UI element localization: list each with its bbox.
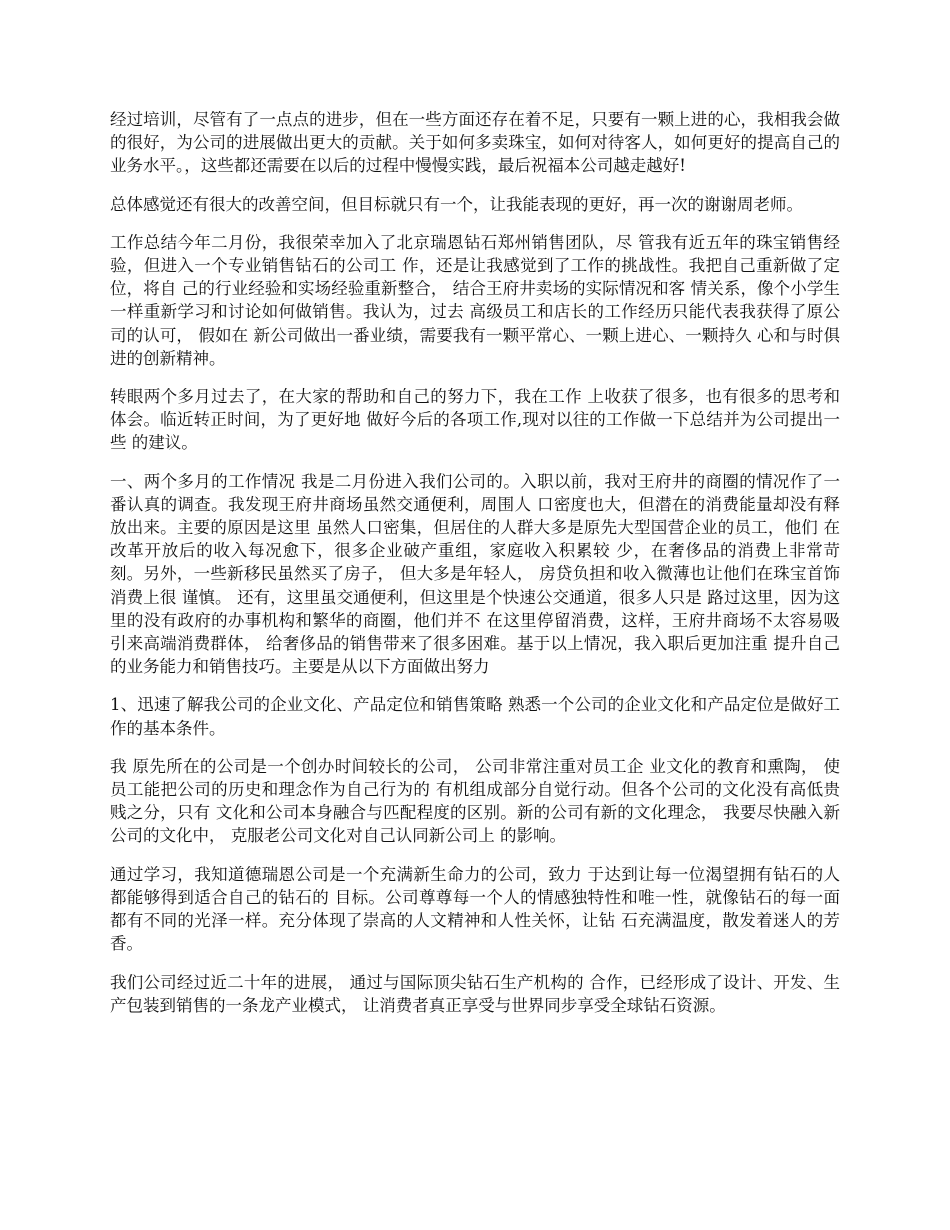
paragraph-work-situation: 一、两个多月的工作情况 我是二月份进入我们公司的。入职以前，我对王府井的商圈的情况作了一番认真的调查。我发现王府井商场虽然交通便利，周围人 口密度也大，但潜在的消费能量却没有释放出来。主要的原因是这里 虽然人口密集，但居住的人群大多是原先大型国营企业的员工，他们 在改革开放后的收入每况愈下，很多企业破产重组，家庭收入积累较 少，在奢侈品的消费上非常苛刻。另外，一些新移民虽然买了房子， 但大多是年轻人， 房贷负担和收入微薄也让他们在珠宝首饰消费上很 谨慎。 还有，这里虽交通便利，但这里是个快速公交通道，很多人只是 路过这里，因为这里的没有政府的办事机构和繁华的商圈，他们并不 在这里停留消费，这样，王府井商场不太容易吸引来高端消费群体， 给奢侈品的销售带来了很多困难。基于以上情况，我入职后更加注重 提升自己的业务能力和销售技巧。主要是从以下方面做出努力 — [110, 471, 840, 677]
paragraph-previous-company: 我 原先所在的公司是一个创办时间较长的公司， 公司非常注重对员工企 业文化的教育和熏陶， 使员工能把公司的历史和理念作为自己行为的 有机组成部分自觉行动。但各个公司的文化没有高低贵贱之分，只有 文化和公司本身融合与匹配程度的区别。新的公司有新的文化理念， 我要尽快融入新公司的文化中， 克服老公司文化对自己认同新公司上 的影响。 — [110, 756, 840, 846]
paragraph-work-summary-intro: 工作总结今年二月份，我很荣幸加入了北京瑞恩钻石郑州销售团队，尽 管我有近五年的珠宝销售经验，但进入一个专业销售钻石的公司工 作，还是让我感觉到了工作的挑战性。我把自己重新做了定位，将自 己的行业经验和实场经验重新整合， 结合王府井卖场的实际情况和客 情关系，像个小学生一样重新学习和讨论如何做销售。我认为，过去 高级员工和店长的工作经历只能代表我获得了原公司的认可， 假如在 新公司做出一番业绩，需要我有一颗平常心、一颗上进心、一颗持久 心和与时俱进的创新精神。 — [110, 232, 840, 368]
paragraph-company-development: 我们公司经过近二十年的进展， 通过与国际顶尖钻石生产机构的 合作，已经形成了设计、开发、生产包装到销售的一条龙产业模式， 让消费者真正享受与世界同步享受全球钻石资源。 — [110, 972, 840, 1015]
paragraph-company-culture-heading: 1、迅速了解我公司的企业文化、产品定位和销售策略 熟悉一个公司的企业文化和产品定位是做好工作的基本条件。 — [110, 695, 840, 738]
paragraph-training-summary: 经过培训，尽管有了一点点的进步，但在一些方面还存在着不足，只要有一颗上进的心，我相我会做的很好，为公司的进展做出更大的贡献。关于如何多卖珠宝，如何对待客人，如何更好的提高自己的业务水平。，这些都还需要在以后的过程中慢慢实践，最后祝福本公司越走越好! — [110, 110, 840, 176]
paragraph-two-months: 转眼两个多月过去了，在大家的帮助和自己的努力下，我在工作 上收获了很多，也有很多的思考和体会。临近转正时间，为了更好地 做好今后的各项工作,现对以往的工作做一下总结并为公司提出一些 的建议。 — [110, 387, 840, 453]
paragraph-overall-feeling: 总体感觉还有很大的改善空间，但目标就只有一个，让我能表现的更好，再一次的谢谢周老师。 — [110, 194, 803, 214]
document-body — [110, 108, 840, 1032]
paragraph-learning: 通过学习，我知道德瑞恩公司是一个充满新生命力的公司，致力 于达到让每一位渴望拥有钻石的人都能够得到适合自己的钻石的 目标。公司尊尊每一个人的情感独特性和唯一性，就像钻石的每一面 都有不同的光泽一样。充分体现了崇高的人文精神和人性关怀，让钻 石充满温度，散发着迷人的芳香。 — [110, 864, 840, 954]
